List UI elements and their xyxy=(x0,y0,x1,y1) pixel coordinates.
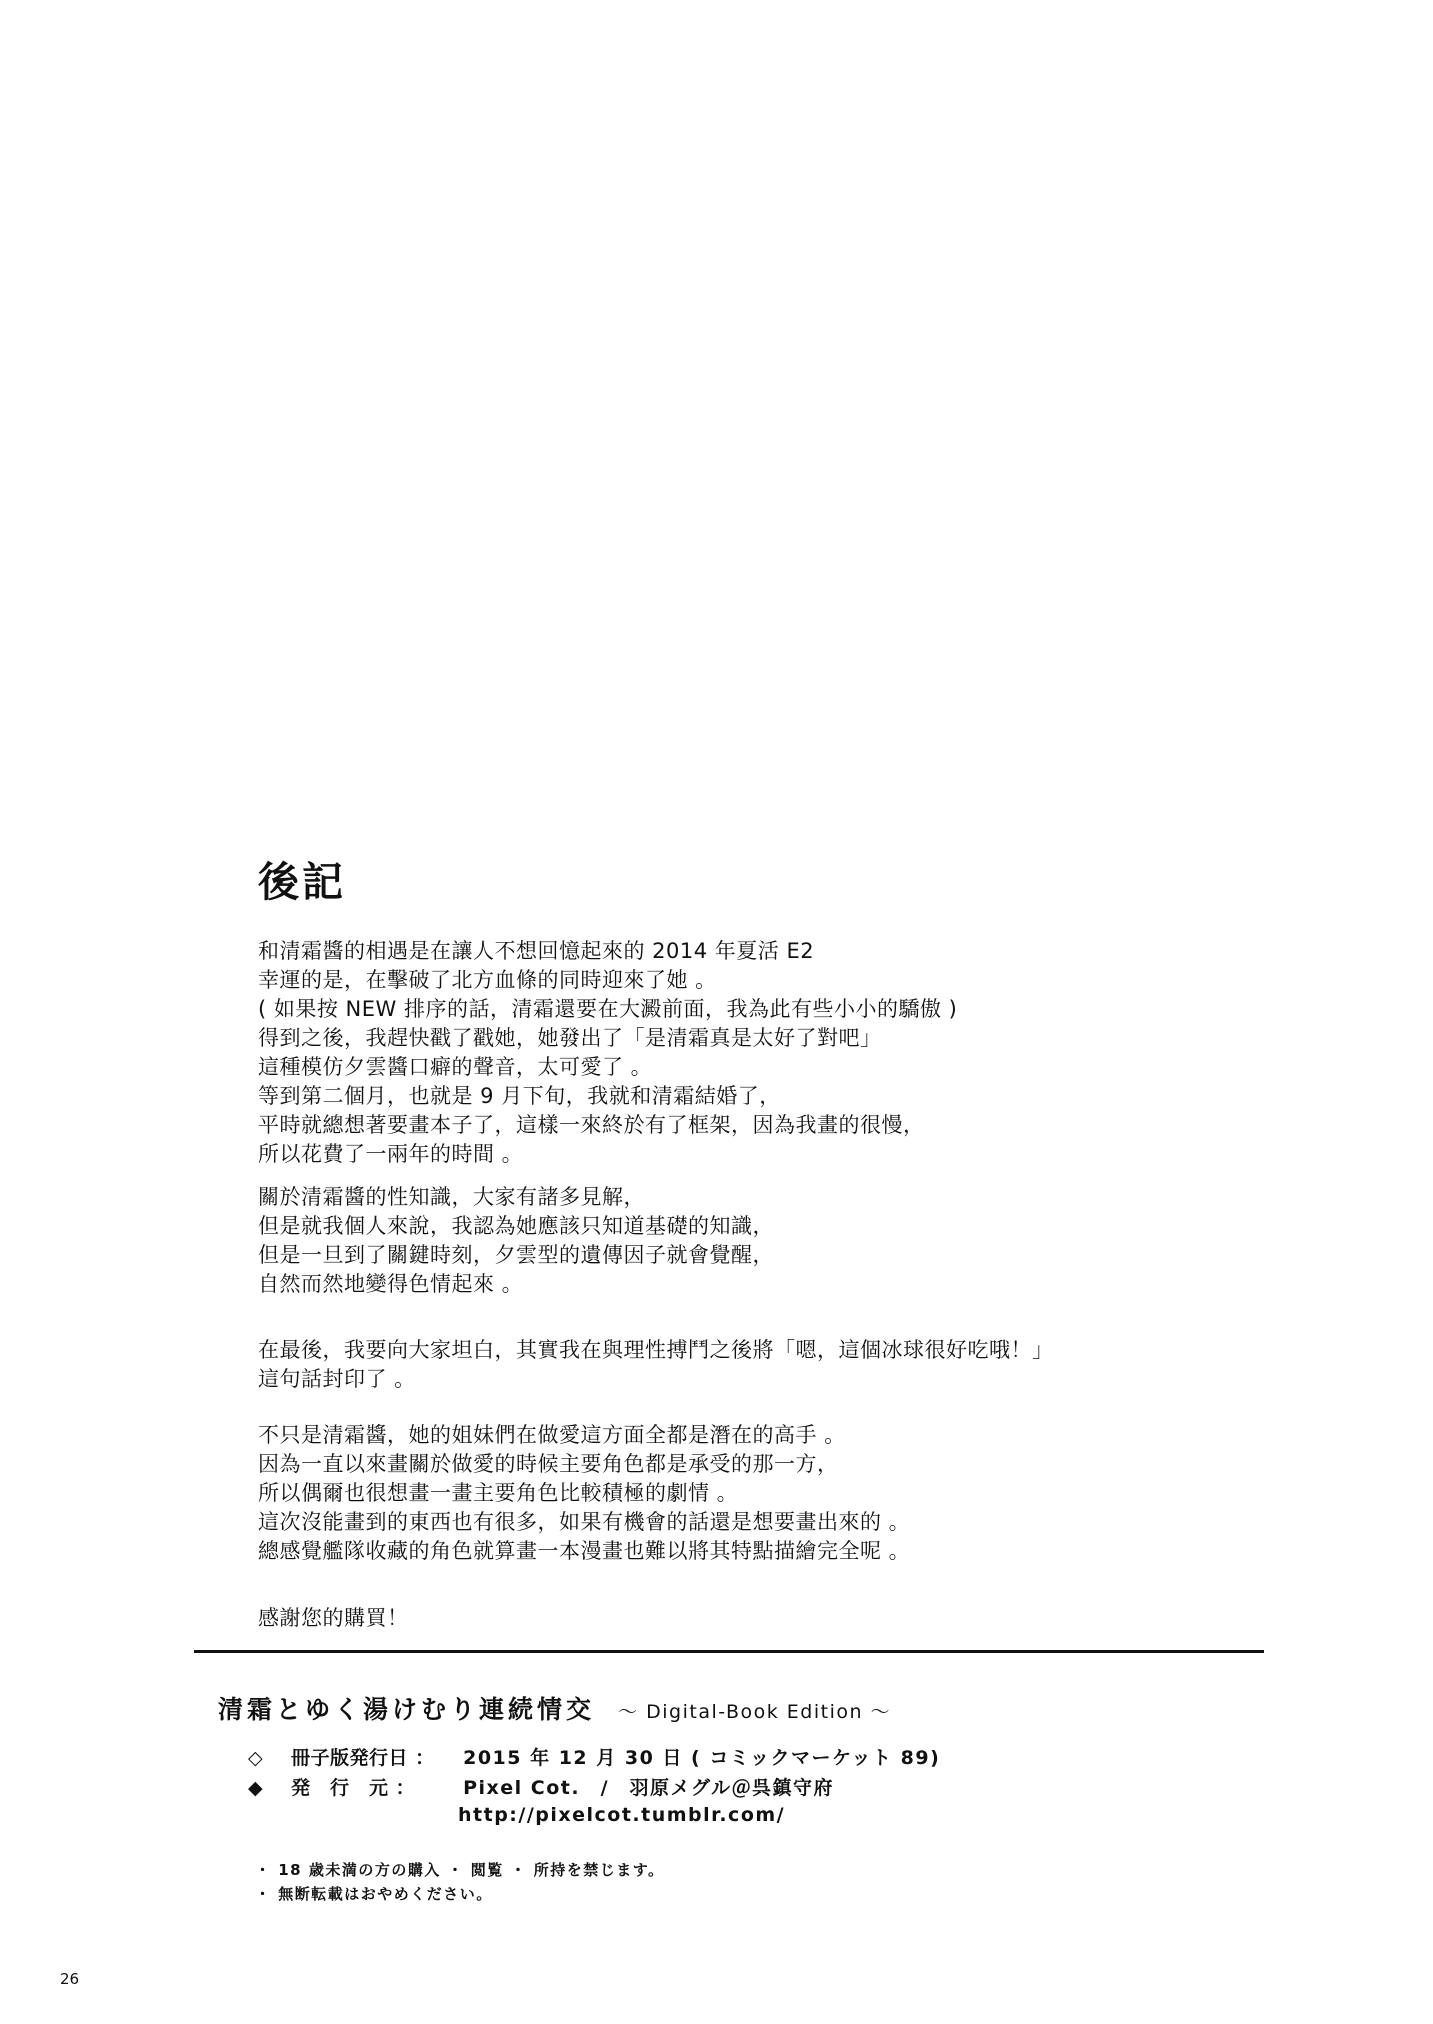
text-line: 等到第二個月，也就是 9 月下旬，我就和清霜結婚了， xyxy=(258,1084,781,1108)
section-divider xyxy=(194,1650,1264,1653)
publisher-value: Pixel Cot. / 羽原メグル＠呉鎮守府 xyxy=(463,1777,834,1799)
text-line: 但是就我個人來說，我認為她應該只知道基礎的知識， xyxy=(258,1214,774,1238)
edition-label: ～ Digital-Book Edition ～ xyxy=(618,1701,892,1723)
text-line: ( 如果按 NEW 排序的話，清霜還要在大澱前面，我為此有些小小的驕傲 ) xyxy=(258,997,958,1021)
legal-note: ・ 18 歳未満の方の購入 ・ 閲覧 ・ 所持を禁じます。 xyxy=(255,1861,665,1879)
text-line: 自然而然地變得色情起來 。 xyxy=(258,1272,524,1296)
afterword-paragraph-2 xyxy=(258,1183,774,1299)
legal-note: ・ 無断転載はおやめください。 xyxy=(255,1885,493,1903)
diamond-outline-icon: ◇ xyxy=(248,1747,264,1769)
text-line: 這種模仿夕雲醬口癖的聲音，太可愛了 。 xyxy=(258,1055,653,1079)
publisher-label: 発 行 元 ： xyxy=(291,1777,416,1799)
publication-date-row xyxy=(248,1743,940,1770)
text-line: 平時就總想著要畫本子了，這樣一來終於有了框架，因為我畫的很慢， xyxy=(258,1113,925,1137)
diamond-filled-icon: ◆ xyxy=(248,1777,264,1799)
text-line: 這次沒能畫到的東西也有很多，如果有機會的話還是想要畫出來的 。 xyxy=(258,1510,911,1534)
afterword-heading: 後記 xyxy=(258,858,346,906)
text-line: 感謝您的購買！ xyxy=(258,1606,409,1630)
text-line: 這句話封印了 。 xyxy=(258,1367,416,1391)
text-line: 幸運的是，在擊破了北方血條的同時迎來了她 。 xyxy=(258,968,717,992)
text-line: 總感覺艦隊收藏的角色就算畫一本漫畫也難以將其特點描繪完全呢 。 xyxy=(258,1539,911,1563)
text-line: 得到之後，我趕快戳了戳她，她發出了「是清霜真是太好了對吧」 xyxy=(258,1026,882,1050)
publisher-row xyxy=(248,1773,834,1800)
colophon-title xyxy=(218,1690,891,1726)
afterword-paragraph-3 xyxy=(258,1336,1054,1394)
publication-date-value: 2015 年 12 月 30 日 ( コミックマーケット 89) xyxy=(463,1747,941,1769)
book-title: 清霜とゆく湯けむり連続情交 xyxy=(218,1695,596,1724)
text-line: 關於清霜醬的性知識，大家有諸多見解， xyxy=(258,1185,645,1209)
afterword-paragraph-4 xyxy=(258,1421,910,1566)
text-line: 不只是清霜醬，她的姐妹們在做愛這方面全都是潛在的高手 。 xyxy=(258,1423,846,1447)
text-line: 因為一直以來畫關於做愛的時候主要角色都是承受的那一方， xyxy=(258,1452,839,1476)
publication-date-label: 冊子版発行日 ： xyxy=(291,1747,435,1769)
thanks-line xyxy=(258,1604,409,1633)
page-number: 26 xyxy=(60,1970,80,1988)
text-line: 所以花費了一兩年的時間 。 xyxy=(258,1142,524,1166)
text-line: 但是一旦到了關鍵時刻，夕雲型的遺傳因子就會覺醒， xyxy=(258,1243,774,1267)
afterword-paragraph-1 xyxy=(258,937,957,1169)
legal-notes xyxy=(255,1858,665,1906)
text-line: 在最後，我要向大家坦白，其實我在與理性搏鬥之後將「嗯，這個冰球很好吃哦！」 xyxy=(258,1338,1054,1362)
text-line: 和清霜醬的相遇是在讓人不想回憶起來的 2014 年夏活 E2 xyxy=(258,939,815,963)
publisher-url: http://pixelcot.tumblr.com/ xyxy=(458,1804,786,1826)
text-line: 所以偶爾也很想畫一畫主要角色比較積極的劇情 。 xyxy=(258,1481,739,1505)
